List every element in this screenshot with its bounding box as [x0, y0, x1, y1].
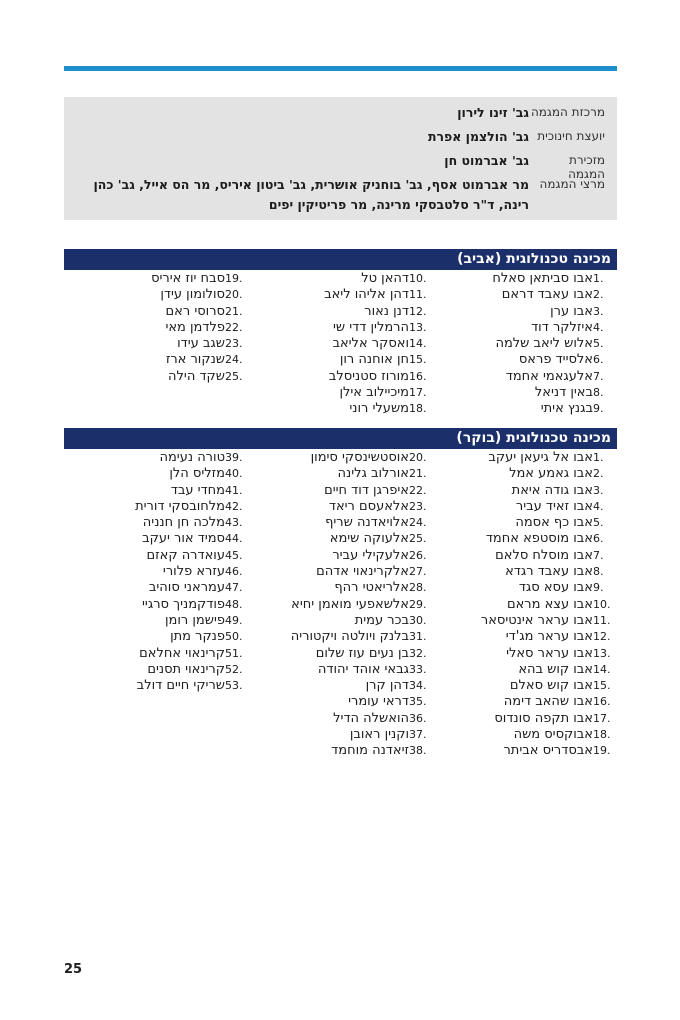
list-item-number: 52.: [225, 662, 243, 676]
list-item-name: חן אוחנה רון: [339, 352, 409, 368]
list-item-number: 5.: [593, 337, 604, 351]
list-item-name: בגנץ איתי: [540, 401, 593, 417]
list-item: [64, 613, 249, 629]
list-item-name: סמיד אור יעקב: [142, 531, 225, 547]
list-item: [432, 662, 617, 678]
list-item: [248, 271, 433, 287]
list-item: [432, 711, 617, 727]
list-item-number: 10.: [593, 597, 611, 611]
list-item-name: עמראני סוהיב: [148, 580, 225, 596]
list-item-number: 37.: [409, 728, 427, 742]
staff-row-coordinator: [74, 103, 605, 123]
list-item-name: אלריאטי רהף: [334, 580, 409, 596]
list-item-number: 15.: [409, 353, 427, 367]
list-item-name: פישמן רומן: [165, 612, 225, 628]
list-item-number: 27.: [409, 565, 427, 579]
list-item-name: אבו ערן: [550, 303, 593, 319]
list-item: [64, 531, 249, 547]
list-item-name: הואשלה הדיל: [333, 710, 409, 726]
list-item-name: סרוסי ראם: [165, 303, 225, 319]
list-item: [432, 352, 617, 368]
list-item-name: מלכה חן חנניה: [142, 515, 225, 531]
list-item-number: 53.: [225, 679, 243, 693]
list-item-number: 11.: [593, 613, 611, 627]
list-item: [64, 580, 249, 596]
list-item-name: בכר עמית: [354, 612, 409, 628]
list-item-number: 25.: [409, 532, 427, 546]
list-item-number: 33.: [409, 662, 427, 676]
list-item: [64, 450, 249, 466]
list-item-name: אבו עראר מג'די: [505, 629, 593, 645]
list-item-name: אבו עצא מראם: [506, 596, 593, 612]
list-item-number: 16.: [409, 369, 427, 383]
list-item-name: אבו זאיד עביר: [515, 498, 593, 514]
list-item-number: 32.: [409, 646, 427, 660]
list-item-number: 5.: [593, 516, 604, 530]
list-item-name: וקנין ראובן: [349, 727, 409, 743]
list-item-number: 9.: [593, 402, 604, 416]
list-item-name: מזליס הלן: [169, 466, 225, 482]
list-item-name: שריקי חיים דולב: [136, 678, 225, 694]
list-item-name: פודקמניך סרגיי: [142, 596, 225, 612]
list-item: [432, 580, 617, 596]
list-item: [432, 401, 617, 417]
staff-value: גב' אברמוט חן: [444, 153, 529, 168]
list-item-number: 10.: [409, 272, 427, 285]
top-accent-rule: [64, 66, 617, 71]
morning-list-col-2: [248, 450, 433, 760]
morning-list-col-3: [64, 450, 249, 694]
list-item: [432, 613, 617, 629]
list-item: [248, 401, 433, 417]
list-item-number: 42.: [225, 499, 243, 513]
list-item-number: 41.: [225, 483, 243, 497]
list-item-number: 13.: [593, 646, 611, 660]
list-item-number: 4.: [593, 499, 604, 513]
list-item-number: 12.: [409, 304, 427, 318]
list-item-name: אלקרינאוי אדהם: [316, 564, 409, 580]
list-item-number: 46.: [225, 565, 243, 579]
list-item: [64, 320, 249, 336]
list-item-name: סולומון עידן: [160, 287, 225, 303]
list-item: [248, 743, 433, 759]
list-item-number: 22.: [225, 320, 243, 334]
list-item-number: 6.: [593, 532, 604, 546]
list-item: [248, 369, 433, 385]
list-item: [432, 548, 617, 564]
list-item: [64, 548, 249, 564]
list-item-number: 23.: [409, 499, 427, 513]
list-item: [248, 336, 433, 352]
list-item-number: 19.: [593, 744, 611, 758]
list-item-name: אבסדריס אביתר: [503, 743, 593, 759]
list-item-name: אבו גאמע אמל: [509, 466, 593, 482]
list-item: [432, 727, 617, 743]
list-item-name: אבוקסיס משה: [513, 727, 593, 743]
list-item-name: דהאן טל: [361, 271, 409, 286]
list-item-name: אבו גודה איאת: [511, 482, 593, 498]
list-item-number: 4.: [593, 320, 604, 334]
list-item-name: אלשאפעי מואמן יחיא: [291, 596, 409, 612]
list-item: [432, 646, 617, 662]
list-item: [248, 450, 433, 466]
list-item-number: 24.: [225, 353, 243, 367]
list-item-name: אבו עאבד דראם: [501, 287, 593, 303]
list-item-number: 48.: [225, 597, 243, 611]
list-item: [248, 531, 433, 547]
list-item-name: פלדמן מאי: [165, 319, 225, 335]
list-item-number: 34.: [409, 679, 427, 693]
list-item: [432, 499, 617, 515]
list-item-number: 19.: [225, 272, 243, 285]
list-item-name: אבו מוסלח סלאם: [495, 547, 593, 563]
list-item-name: אלוש ליאב שלמה: [495, 336, 593, 352]
list-item: [64, 352, 249, 368]
list-item-name: איפרגן דוד חיים: [324, 482, 409, 498]
list-item-name: שגב עידו: [177, 336, 225, 352]
list-item: [248, 646, 433, 662]
list-item-name: פנקר מתן: [170, 629, 225, 645]
list-item-number: 6.: [593, 353, 604, 367]
list-item: [248, 580, 433, 596]
staff-info-box: [64, 97, 617, 220]
list-item: [248, 287, 433, 303]
list-item-number: 13.: [409, 320, 427, 334]
list-item: [432, 336, 617, 352]
list-item-name: הרמלין דדי שי: [333, 319, 409, 335]
list-item-name: דראי עומרי: [348, 694, 409, 710]
list-item-name: אלסייד פראס: [518, 352, 593, 368]
list-item-number: 17.: [593, 711, 611, 725]
list-item: [248, 515, 433, 531]
list-item-name: אבו מוסטפא אחמד: [485, 531, 593, 547]
list-item: [248, 662, 433, 678]
list-item: [248, 597, 433, 613]
list-item: [432, 694, 617, 710]
list-item-name: אבו תקפה סונדוס: [494, 710, 593, 726]
list-item: [248, 385, 433, 401]
list-item-name: באין דניאל: [534, 385, 593, 401]
list-item: [248, 483, 433, 499]
list-item-number: 35.: [409, 695, 427, 709]
list-item-number: 17.: [409, 386, 427, 400]
list-item-name: אלעגאמי אחמד: [505, 368, 593, 384]
staff-value: מר אברמוט אסף, גב' בוחניק אושרית, גב' ביטון איריס, מר הס אייל, גב' כהן רינה, ד"ר סלטבסקי מרינה, מר פריטיקין יפים: [93, 177, 529, 212]
list-item-name: אבו עאבד רגדא: [505, 564, 593, 580]
staff-value: גב' זינו לירון: [457, 105, 529, 120]
list-item-name: אלעוקה שימא: [329, 531, 409, 547]
list-item-name: שנקור ארז: [165, 352, 225, 368]
list-item: [432, 531, 617, 547]
list-item-number: 30.: [409, 613, 427, 627]
list-item: [432, 320, 617, 336]
list-item-number: 28.: [409, 581, 427, 595]
section-title-spring: מכינה טכנולוגית (אביב): [64, 249, 617, 270]
list-item-number: 21.: [409, 467, 427, 481]
list-item-name: אלאעסם ריאד: [328, 498, 409, 514]
list-item: [64, 629, 249, 645]
staff-role: מרצי המגמה: [539, 177, 605, 191]
list-item-name: דהן אליהו ליאב: [324, 287, 409, 303]
list-item: [432, 304, 617, 320]
list-item: [432, 515, 617, 531]
list-item: [248, 613, 433, 629]
list-item-number: 25.: [225, 369, 243, 383]
list-item-number: 47.: [225, 581, 243, 595]
list-item: [64, 662, 249, 678]
list-item-name: אבו קוש בהא: [518, 661, 593, 677]
list-item-name: מיכיילוב אילן: [339, 385, 409, 401]
list-item: [64, 483, 249, 499]
list-item-name: מחדי עבד: [170, 482, 225, 498]
list-item-name: ואסקר אליאב: [332, 336, 409, 352]
list-item-number: 26.: [409, 548, 427, 562]
staff-value: גב' הולצמן אפרת: [427, 129, 529, 144]
list-item-number: 24.: [409, 516, 427, 530]
list-item: [64, 369, 249, 385]
list-item: [64, 597, 249, 613]
list-item-name: אבו עראר אינטיסאר: [480, 612, 593, 628]
list-item: [64, 336, 249, 352]
list-item-number: 22.: [409, 483, 427, 497]
list-item-number: 2.: [593, 288, 604, 302]
list-item: [248, 352, 433, 368]
list-item-number: 2.: [593, 467, 604, 481]
list-item-number: 9.: [593, 581, 604, 595]
spring-list-col-2: [248, 271, 433, 418]
list-item-number: 44.: [225, 532, 243, 546]
list-item-number: 3.: [593, 304, 604, 318]
list-item-number: 43.: [225, 516, 243, 530]
page-number: 25: [64, 962, 83, 977]
list-item: [432, 450, 617, 466]
list-item-name: אוסטשינסקי סימון: [310, 450, 409, 465]
list-item-name: איזלקר דוד: [531, 319, 593, 335]
list-item-number: 40.: [225, 467, 243, 481]
list-item-number: 11.: [409, 288, 427, 302]
list-item-name: בן נעים עוז שלום: [315, 645, 409, 661]
list-item: [64, 466, 249, 482]
list-item-name: דהן קרן: [365, 678, 409, 694]
list-item-name: קרינאוי תסנים: [147, 661, 225, 677]
list-item-number: 14.: [409, 337, 427, 351]
list-item: [432, 597, 617, 613]
morning-list-col-1: [432, 450, 617, 760]
list-item-name: אבו סביתאן סאלח: [492, 271, 593, 286]
list-item: [248, 304, 433, 320]
list-item-name: טורה נעימה: [159, 450, 225, 465]
list-item: [248, 466, 433, 482]
list-item-name: זיאדנה מוחמד: [331, 743, 409, 759]
list-item-number: 1.: [593, 451, 604, 464]
list-item-number: 50.: [225, 630, 243, 644]
list-item-name: אבו כף אסמה: [515, 515, 593, 531]
staff-row-counselor: [74, 127, 605, 147]
list-item: [64, 564, 249, 580]
list-item-number: 51.: [225, 646, 243, 660]
list-item-number: 20.: [225, 288, 243, 302]
section-title-morning: מכינה טכנולוגית (בוקר): [64, 428, 617, 449]
list-item: [248, 727, 433, 743]
list-item-name: מלחובסקי דורית: [135, 498, 225, 514]
list-item-name: אורלוב גלינה: [337, 466, 409, 482]
list-item-number: 16.: [593, 695, 611, 709]
list-item-number: 38.: [409, 744, 427, 758]
list-item-name: אבו שהאב דימה: [503, 694, 593, 710]
list-item: [248, 320, 433, 336]
list-item: [432, 564, 617, 580]
list-item-number: 39.: [225, 451, 243, 464]
staff-role: מרכזת המגמה: [530, 105, 605, 119]
list-item-name: אבו אל גיעאן יעקב: [488, 450, 593, 465]
list-item-number: 23.: [225, 337, 243, 351]
list-item-number: 21.: [225, 304, 243, 318]
list-item: [64, 287, 249, 303]
list-item-number: 14.: [593, 662, 611, 676]
spring-list-col-3: [64, 271, 249, 385]
list-item: [432, 287, 617, 303]
list-item: [64, 304, 249, 320]
list-item-number: 15.: [593, 679, 611, 693]
list-item-name: מורוז סטניסלב: [328, 368, 409, 384]
list-item: [432, 743, 617, 759]
staff-role: יועצת חינוכית: [537, 129, 605, 143]
list-item-number: 36.: [409, 711, 427, 725]
list-item-name: עואדרה קאזם: [146, 547, 225, 563]
list-item: [248, 499, 433, 515]
list-item: [432, 678, 617, 694]
list-item-number: 8.: [593, 386, 604, 400]
list-item-name: שקד הילה: [168, 368, 225, 384]
list-item-number: 18.: [593, 728, 611, 742]
list-item-name: דנן נאור: [364, 303, 409, 319]
staff-role: מזכירת המגמה: [568, 153, 605, 181]
list-item: [64, 499, 249, 515]
list-item-number: 29.: [409, 597, 427, 611]
list-item-name: משעלי רוני: [349, 401, 409, 417]
list-item-number: 31.: [409, 630, 427, 644]
list-item: [432, 369, 617, 385]
list-item: [248, 711, 433, 727]
list-item-name: בלנק ויולטה ויקטוריה: [290, 629, 409, 645]
list-item: [248, 564, 433, 580]
list-item: [432, 629, 617, 645]
list-item-name: עזרא פלורי: [162, 564, 225, 580]
list-item: [432, 385, 617, 401]
list-item-name: קרינאוי אחלאם: [139, 645, 225, 661]
list-item: [248, 548, 433, 564]
list-item-number: 7.: [593, 369, 604, 383]
spring-list-col-1: [432, 271, 617, 418]
list-item-number: 18.: [409, 402, 427, 416]
list-item: [64, 271, 249, 287]
list-item-name: אלויאדנה שריף: [325, 515, 409, 531]
list-item-name: אבו עראר סאלי: [506, 645, 593, 661]
list-item: [248, 629, 433, 645]
list-item-number: 45.: [225, 548, 243, 562]
list-item-name: אלעקילי עביר: [332, 547, 409, 563]
list-item-number: 20.: [409, 451, 427, 464]
list-item: [64, 646, 249, 662]
staff-row-lecturers: [74, 175, 605, 215]
list-item: [432, 271, 617, 287]
list-item: [248, 678, 433, 694]
list-item: [248, 694, 433, 710]
list-item: [64, 515, 249, 531]
list-item-number: 49.: [225, 613, 243, 627]
list-item-name: סבח יוז איריס: [151, 271, 225, 286]
list-item-number: 3.: [593, 483, 604, 497]
list-item: [432, 466, 617, 482]
list-item: [432, 483, 617, 499]
list-item-number: 1.: [593, 272, 604, 285]
list-item-number: 7.: [593, 548, 604, 562]
list-item: [64, 678, 249, 694]
list-item-name: אבו קוש סאלם: [509, 678, 593, 694]
list-item-number: 8.: [593, 565, 604, 579]
list-item-name: אבו עסא סגד: [518, 580, 593, 596]
list-item-number: 12.: [593, 630, 611, 644]
list-item-name: גבאי אוהד יהודה: [317, 661, 409, 677]
